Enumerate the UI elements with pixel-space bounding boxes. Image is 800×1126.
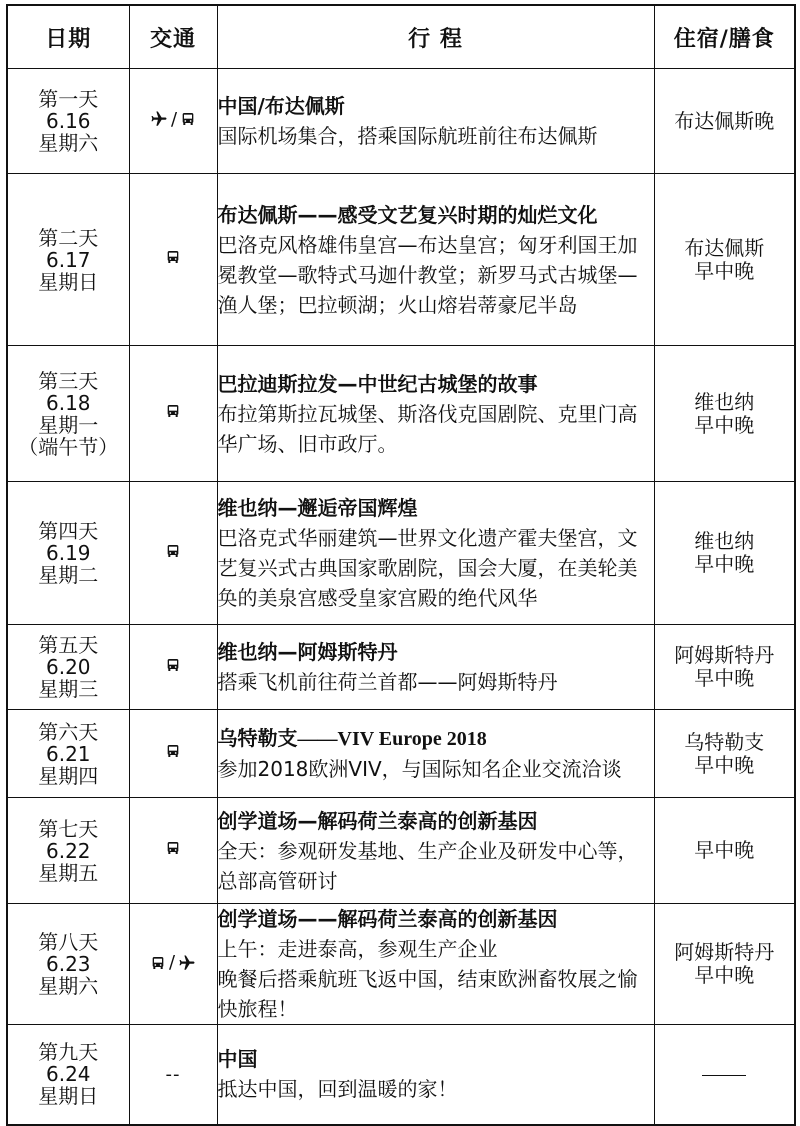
bus-icon	[150, 955, 166, 971]
table-row	[7, 798, 795, 904]
header-itinerary: 行 程	[217, 5, 654, 69]
date-cell	[7, 482, 129, 625]
lodging-meals: 早中晚	[694, 258, 755, 283]
weekday-label: 星期三	[38, 677, 99, 701]
transport-separator: /	[170, 108, 178, 130]
date-cell	[7, 710, 129, 798]
lodging-cell	[654, 904, 795, 1025]
lodging-city: 阿姆斯特丹	[674, 940, 775, 964]
weekday-label: 星期日	[38, 1084, 99, 1109]
lodging-cell	[654, 710, 795, 798]
weekday-label: 星期一	[38, 412, 99, 437]
table-row	[7, 482, 795, 625]
day-label: 第七天	[38, 816, 99, 841]
table-row	[7, 69, 795, 174]
itinerary-title: 维也纳—阿姆斯特丹	[217, 640, 398, 664]
date-cell	[7, 346, 129, 482]
transport-cell	[129, 625, 217, 710]
lodging-label: 布达佩斯晚	[674, 108, 775, 133]
lodging-cell	[654, 1025, 795, 1125]
itinerary-title: 创学道场——解码荷兰泰高的创新基因	[217, 907, 558, 931]
table-row	[7, 1025, 795, 1125]
itinerary-description: 搭乘飞机前往荷兰首都——阿姆斯特丹	[217, 670, 558, 694]
table-row	[7, 710, 795, 798]
itinerary-description: 国际机场集合，搭乘国际航班前往布达佩斯	[217, 124, 598, 148]
date-cell	[7, 69, 129, 174]
lodging-cell	[654, 625, 795, 710]
date-cell	[7, 625, 129, 710]
date-cell	[7, 904, 129, 1025]
header-row	[7, 5, 795, 69]
transport-cell	[129, 710, 217, 798]
itinerary-description: 参加2018欧洲VIV，与国际知名企业交流洽谈	[217, 756, 622, 781]
itinerary-title: 乌特勒支——VIV Europe 2018	[217, 727, 487, 750]
itinerary-description-line2: 晚餐后搭乘航班飞返中国，结束欧洲畜牧展之愉快旅程！	[217, 967, 638, 1021]
day-label: 第六天	[38, 719, 99, 744]
itinerary-title: 巴拉迪斯拉发—中世纪古城堡的故事	[217, 371, 538, 396]
itinerary-description: 布拉第斯拉瓦城堡、斯洛伐克国剧院、克里门高华广场、旧市政厅。	[217, 401, 638, 456]
lodging-city: 阿姆斯特丹	[674, 643, 775, 667]
date-label: 6.19	[45, 541, 91, 565]
itinerary-cell	[217, 346, 654, 482]
itinerary-title: 维也纳—邂逅帝国辉煌	[217, 496, 418, 520]
bus-icon	[165, 840, 181, 856]
day-label: 第二天	[38, 225, 99, 250]
table-row	[7, 625, 795, 710]
table-row	[7, 346, 795, 482]
date-cell	[7, 174, 129, 346]
transport-cell	[129, 174, 217, 346]
day-label: 第三天	[38, 368, 99, 393]
itinerary-description: 全天：参观研发基地、生产企业及研发中心等，总部高管研讨	[217, 838, 638, 893]
transport-cell	[129, 798, 217, 904]
lodging-meals: 早中晚	[694, 963, 755, 987]
no-lodging-dash	[702, 1075, 746, 1076]
itinerary-cell	[217, 625, 654, 710]
itinerary-cell	[217, 798, 654, 904]
day-label: 第八天	[38, 930, 99, 954]
itinerary-title: 布达佩斯——感受文艺复兴时期的灿烂文化	[217, 202, 598, 227]
itinerary-table	[6, 4, 796, 1126]
lodging-meals: 早中晚	[694, 552, 755, 576]
itinerary-cell	[217, 174, 654, 346]
itinerary-cell	[217, 1025, 654, 1125]
lodging-cell	[654, 798, 795, 904]
date-cell	[7, 798, 129, 904]
header-date: 日期	[7, 5, 129, 69]
itinerary-description-line1: 上午：走进泰高，参观生产企业	[217, 937, 498, 961]
no-transport-label: --	[165, 1063, 181, 1085]
lodging-city: 维也纳	[694, 529, 755, 553]
date-label: 6.22	[45, 838, 91, 863]
day-label: 第九天	[38, 1040, 99, 1065]
weekday-label: 星期日	[38, 269, 99, 294]
date-label: 6.17	[45, 247, 91, 272]
date-label: 6.24	[45, 1062, 91, 1087]
day-label: 第一天	[38, 87, 99, 111]
date-label: 6.16	[45, 109, 91, 133]
lodging-city: 乌特勒支	[684, 729, 765, 754]
transport-cell	[129, 1025, 217, 1125]
header-transport: 交通	[129, 5, 217, 69]
itinerary-cell	[217, 69, 654, 174]
lodging-meals: 早中晚	[694, 838, 755, 862]
weekday-label: 星期二	[38, 563, 99, 587]
weekday-label: 星期六	[38, 131, 99, 155]
lodging-meals: 早中晚	[694, 412, 755, 437]
lodging-cell	[654, 346, 795, 482]
itinerary-title: 中国	[217, 1047, 258, 1072]
plane-icon	[178, 954, 196, 972]
date-cell	[7, 1025, 129, 1125]
bus-icon	[180, 111, 196, 127]
lodging-meals: 早中晚	[694, 752, 755, 777]
header-lodging: 住宿/膳食	[654, 5, 795, 69]
transport-cell	[129, 346, 217, 482]
plane-icon	[150, 110, 168, 128]
holiday-label: （端午节）	[18, 434, 119, 459]
itinerary-title: 创学道场—解码荷兰泰高的创新基因	[217, 808, 538, 833]
transport-separator: /	[168, 952, 176, 974]
transport-cell	[129, 482, 217, 625]
itinerary-description: 抵达中国，回到温暖的家！	[217, 1077, 458, 1102]
itinerary-description: 巴洛克风格雄伟皇宫—布达皇宫；匈牙利国王加冕教堂—歌特式马迦什教堂；新罗马式古城堡—渔人堡；巴拉顿湖；火山熔岩蒂豪尼半岛	[217, 232, 638, 317]
lodging-cell	[654, 482, 795, 625]
itinerary-cell	[217, 710, 654, 798]
bus-icon	[165, 657, 181, 673]
bus-icon	[165, 249, 181, 265]
itinerary-cell	[217, 904, 654, 1025]
weekday-label: 星期六	[38, 974, 99, 998]
day-label: 第四天	[38, 519, 99, 543]
lodging-city: 维也纳	[694, 389, 755, 414]
table-row	[7, 904, 795, 1025]
bus-icon	[165, 743, 181, 759]
itinerary-cell	[217, 482, 654, 625]
bus-icon	[165, 543, 181, 559]
date-label: 6.23	[45, 952, 91, 976]
table-row	[7, 174, 795, 346]
lodging-city: 布达佩斯	[684, 235, 765, 260]
transport-cell	[129, 69, 217, 174]
lodging-cell	[654, 174, 795, 346]
bus-icon	[165, 403, 181, 419]
itinerary-description: 巴洛克式华丽建筑—世界文化遗产霍夫堡宫，文艺复兴式古典国家歌剧院，国会大厦，在美轮美奂的美泉宫感受皇家宫殿的绝代风华	[217, 526, 638, 610]
transport-cell	[129, 904, 217, 1025]
weekday-label: 星期五	[38, 860, 99, 885]
lodging-meals: 早中晚	[694, 666, 755, 690]
itinerary-title: 中国/布达佩斯	[217, 94, 345, 118]
date-label: 6.18	[45, 390, 91, 415]
day-label: 第五天	[38, 633, 99, 657]
lodging-cell	[654, 69, 795, 174]
date-label: 6.21	[45, 741, 91, 766]
date-label: 6.20	[45, 655, 91, 679]
weekday-label: 星期四	[38, 763, 99, 788]
